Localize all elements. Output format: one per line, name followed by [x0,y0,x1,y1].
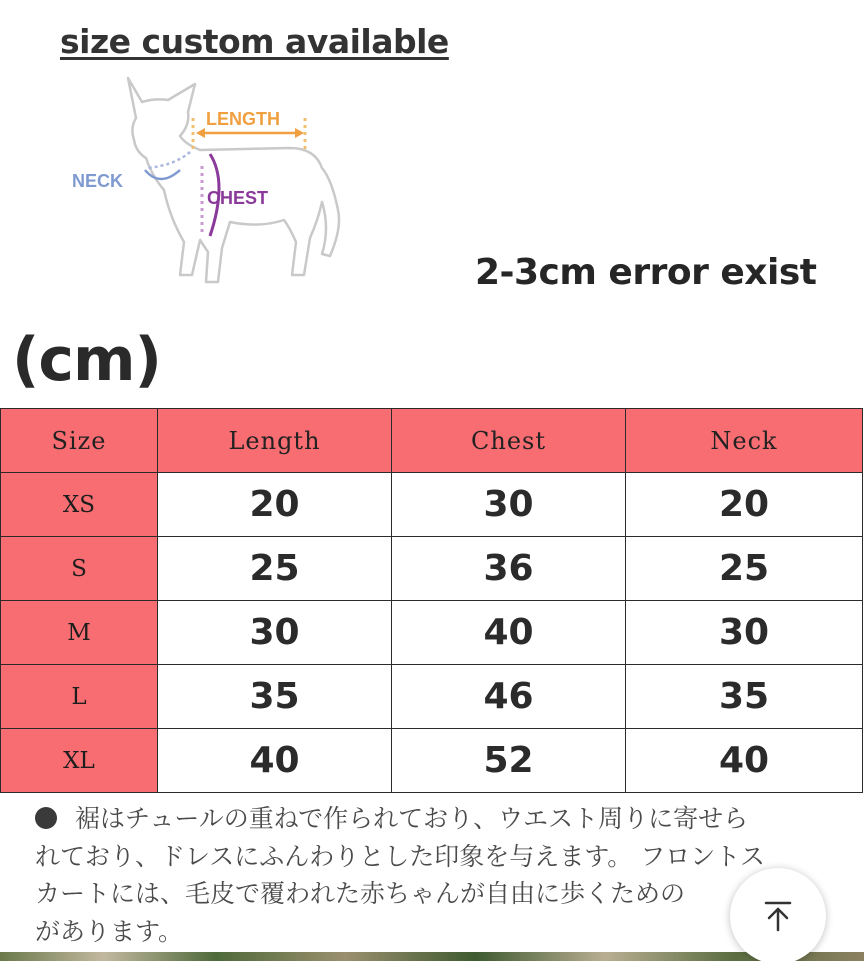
arrow-up-to-top-icon [761,899,795,933]
neck-cell: 35 [626,665,863,729]
chest-cell: 30 [392,473,626,537]
size-chart-table [0,408,863,793]
length-label: LENGTH [206,109,280,129]
neck-cell: 30 [626,601,863,665]
unit-label: (cm) [12,325,161,395]
product-photo-preview [0,952,864,961]
bullet-icon [35,807,57,829]
size-cell: S [1,537,158,601]
neck-label: NECK [72,171,124,191]
error-tolerance-note: 2-3cm error exist [475,252,817,293]
table-row [1,473,863,537]
header-length: Length [158,409,392,473]
length-cell: 35 [158,665,392,729]
length-cell: 25 [158,537,392,601]
chest-cell: 36 [392,537,626,601]
chest-cell: 46 [392,665,626,729]
length-cell: 20 [158,473,392,537]
table-row [1,729,863,793]
product-description [35,800,835,950]
header-size: Size [1,409,158,473]
description-line: があります。 [35,916,184,946]
chest-cell: 40 [392,601,626,665]
length-cell: 40 [158,729,392,793]
length-cell: 30 [158,601,392,665]
header-chest: Chest [392,409,626,473]
description-line: カートには、毛皮で覆われた赤ちゃんが自由に歩くための [35,879,686,908]
size-cell: L [1,665,158,729]
table-row [1,601,863,665]
scroll-to-top-button[interactable] [730,868,826,961]
table-row [1,665,863,729]
description-line: れており、ドレスにふんわりとした印象を与えます。 フロントス [35,841,765,871]
description-line: 裾はチュールの重ねで作られており、ウエスト周りに寄せら [35,800,835,838]
dog-measurement-diagram [60,70,360,300]
chest-label: CHEST [207,188,269,208]
size-cell: M [1,601,158,665]
neck-cell: 20 [626,473,863,537]
size-cell: XL [1,729,158,793]
neck-cell: 25 [626,537,863,601]
size-cell: XS [1,473,158,537]
neck-cell: 40 [626,729,863,793]
header-neck: Neck [626,409,863,473]
table-row [1,537,863,601]
custom-size-note: size custom available [60,22,449,61]
chest-cell: 52 [392,729,626,793]
table-header-row [1,409,863,473]
